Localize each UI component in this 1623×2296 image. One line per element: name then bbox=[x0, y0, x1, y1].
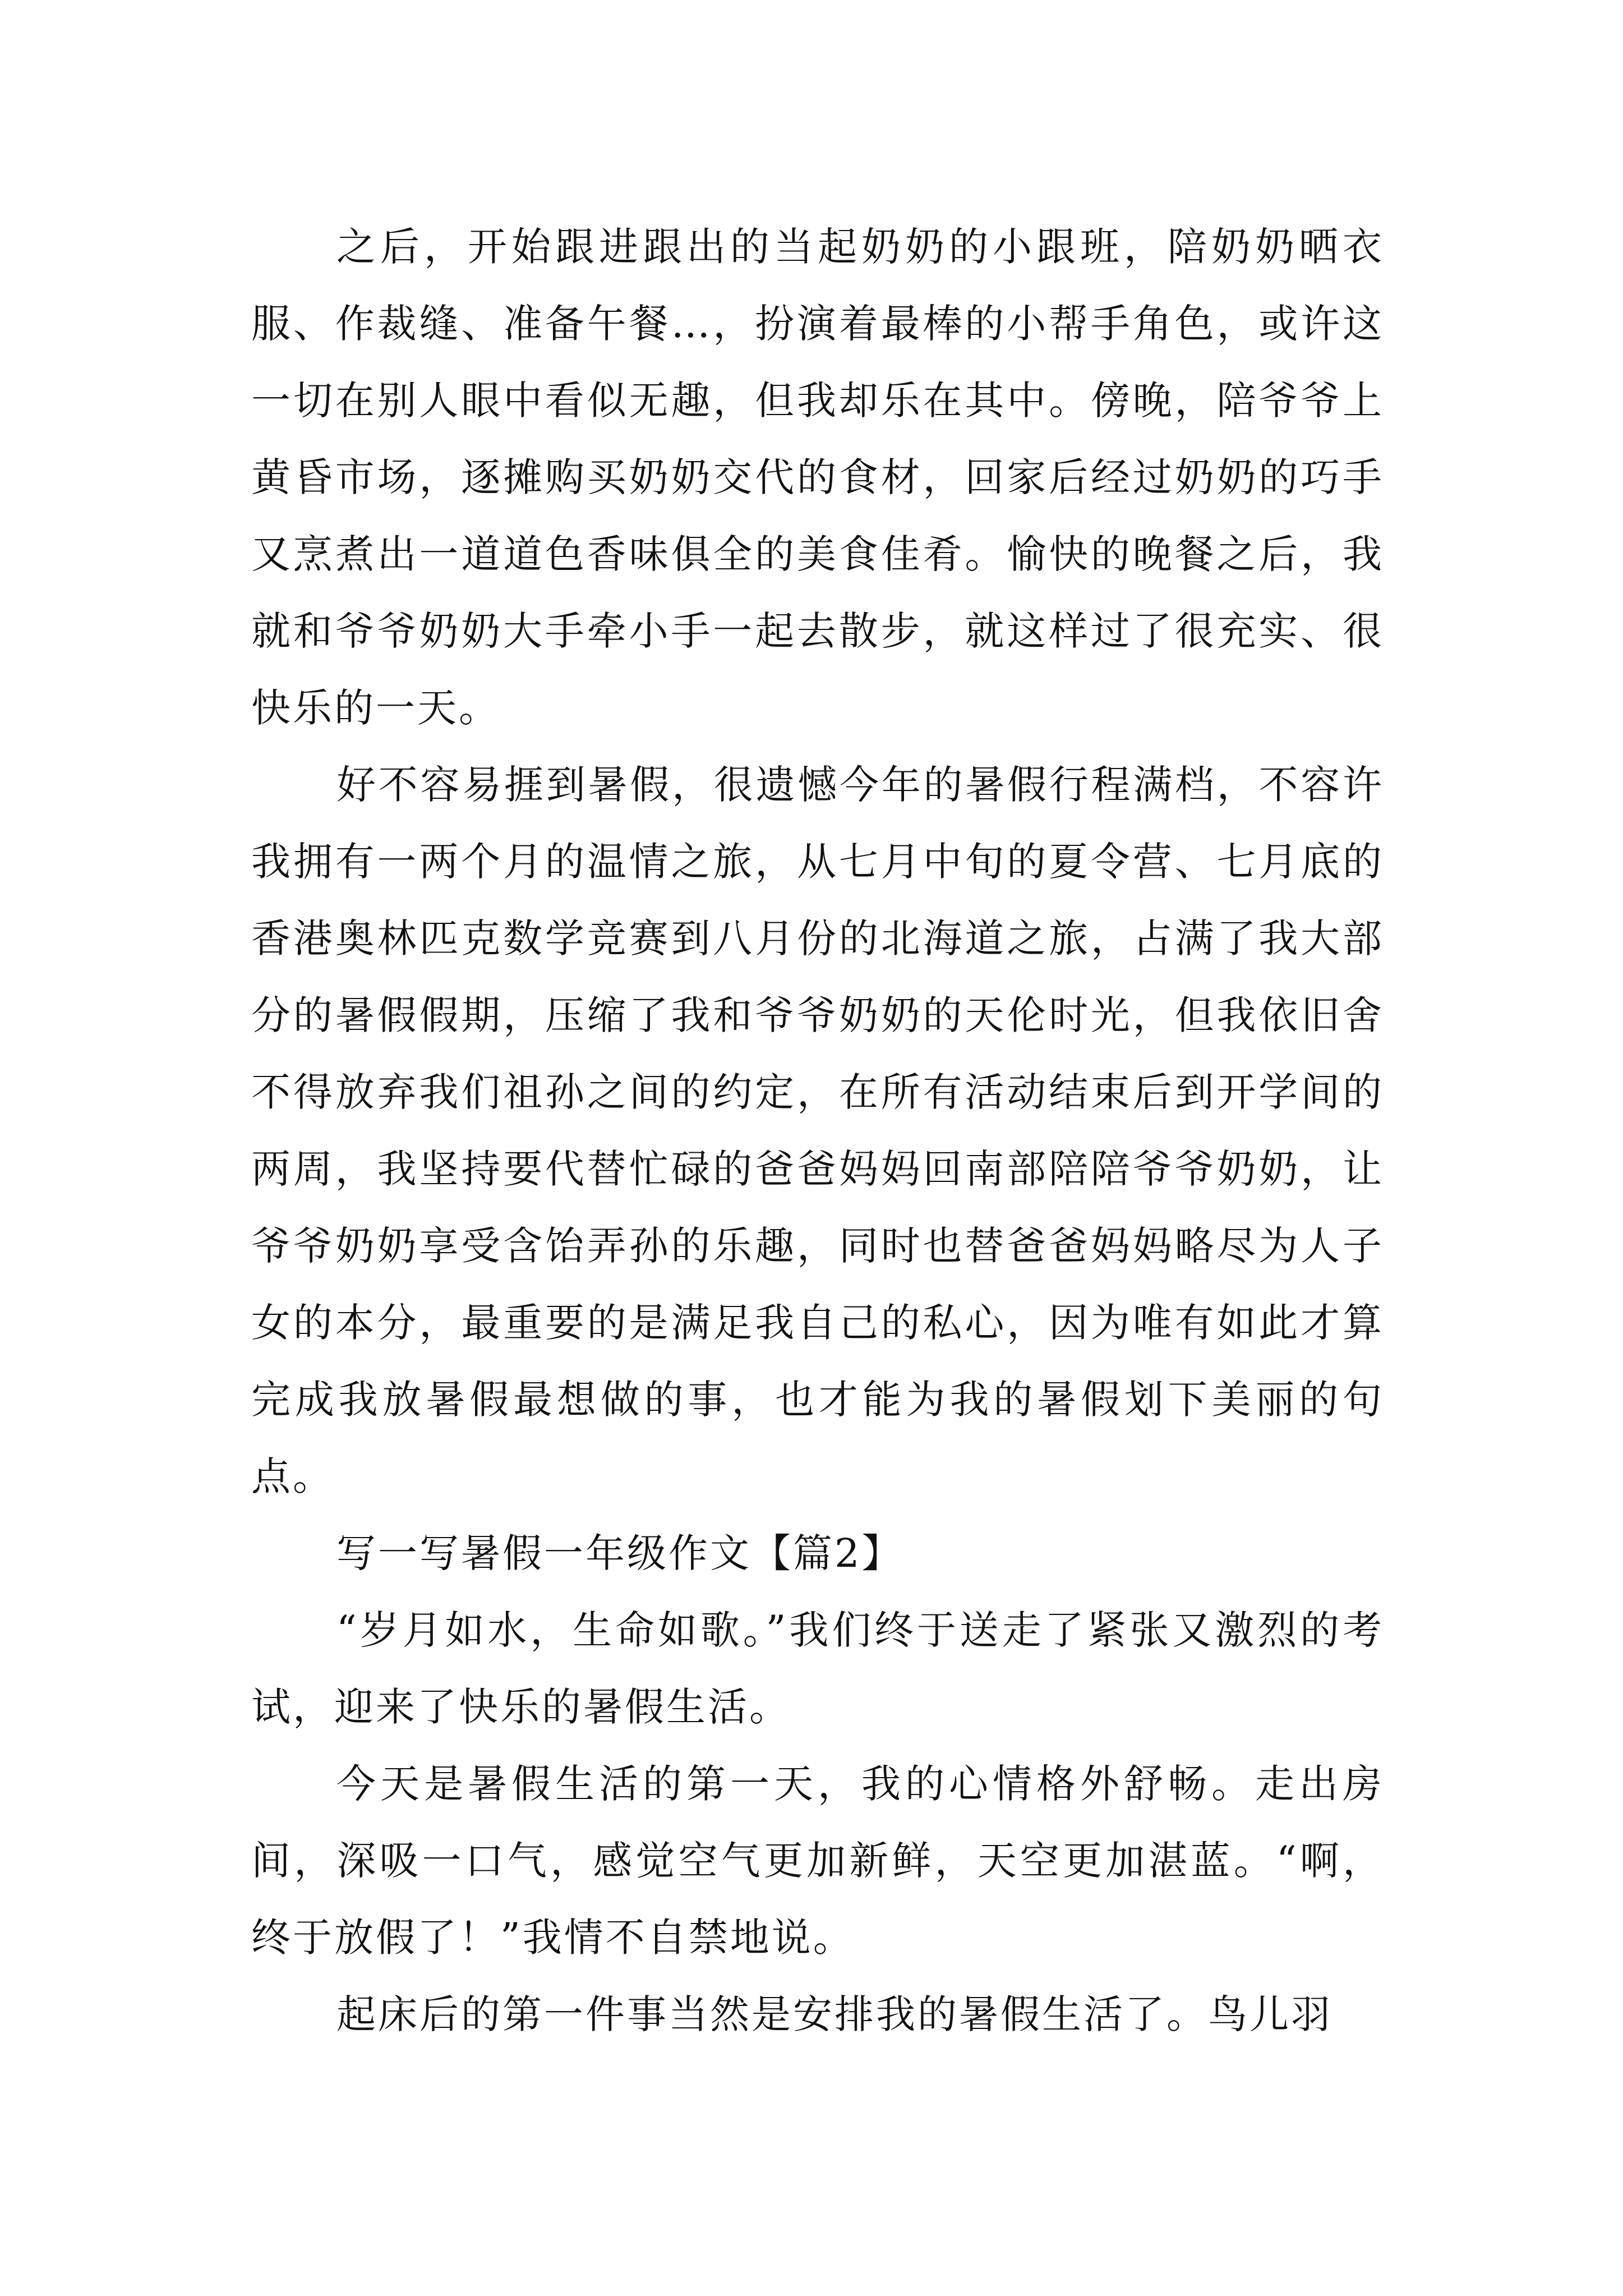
paragraph-1: 之后，开始跟进跟出的当起奶奶的小跟班，陪奶奶晒衣服、作裁缝、准备午餐…，扮演着最棒的小帮手角色，或许这一切在别人眼中看似无趣，但我却乐在其中。傍晚，陪爷爷上黄昏市场，逐摊购买奶奶交代的食材，回家后经过奶奶的巧手又烹煮出一道道色香味俱全的美食佳肴。愉快的晚餐之后，我就和爷爷奶奶大手牵小手一起去散步，就这样过了很充实、很快乐的一天。 bbox=[251, 224, 1384, 731]
paragraph-4: 今天是暑假生活的第一天，我的心情格外舒畅。走出房间，深吸一口气，感觉空气更加新鲜，天空更加湛蓝。“啊，终于放假了！”我情不自禁地说。 bbox=[251, 1761, 1384, 1961]
paragraph-5: 起床后的第一件事当然是安排我的暑假生活了。鸟儿羽 bbox=[336, 1991, 1332, 2037]
document-body bbox=[251, 209, 1384, 2053]
paragraph-3: “岁月如水，生命如歌。”我们终于送走了紧张又激烈的考试，迎来了快乐的暑假生活。 bbox=[251, 1607, 1384, 1730]
paragraph-2: 好不容易捱到暑假，很遗憾今年的暑假行程满档，不容许我拥有一两个月的温情之旅，从七月中旬的夏令营、七月底的香港奥林匹克数学竞赛到八月份的北海道之旅，占满了我大部分的暑假假期，压缩了我和爷爷奶奶的天伦时光，但我依旧舍不得放弃我们祖孙之间的约定，在所有活动结束后到开学间的两周，我坚持要代替忙碌的爸爸妈妈回南部陪陪爷爷奶奶，让爷爷奶奶享受含饴弄孙的乐趣，同时也替爸爸妈妈略尽为人子女的本分，最重要的是满足我自己的私心，因为唯有如此才算完成我放暑假最想做的事，也才能为我的暑假划下美丽的句点。 bbox=[251, 762, 1384, 1499]
section-heading: 写一写暑假一年级作文【篇2】 bbox=[336, 1530, 903, 1576]
